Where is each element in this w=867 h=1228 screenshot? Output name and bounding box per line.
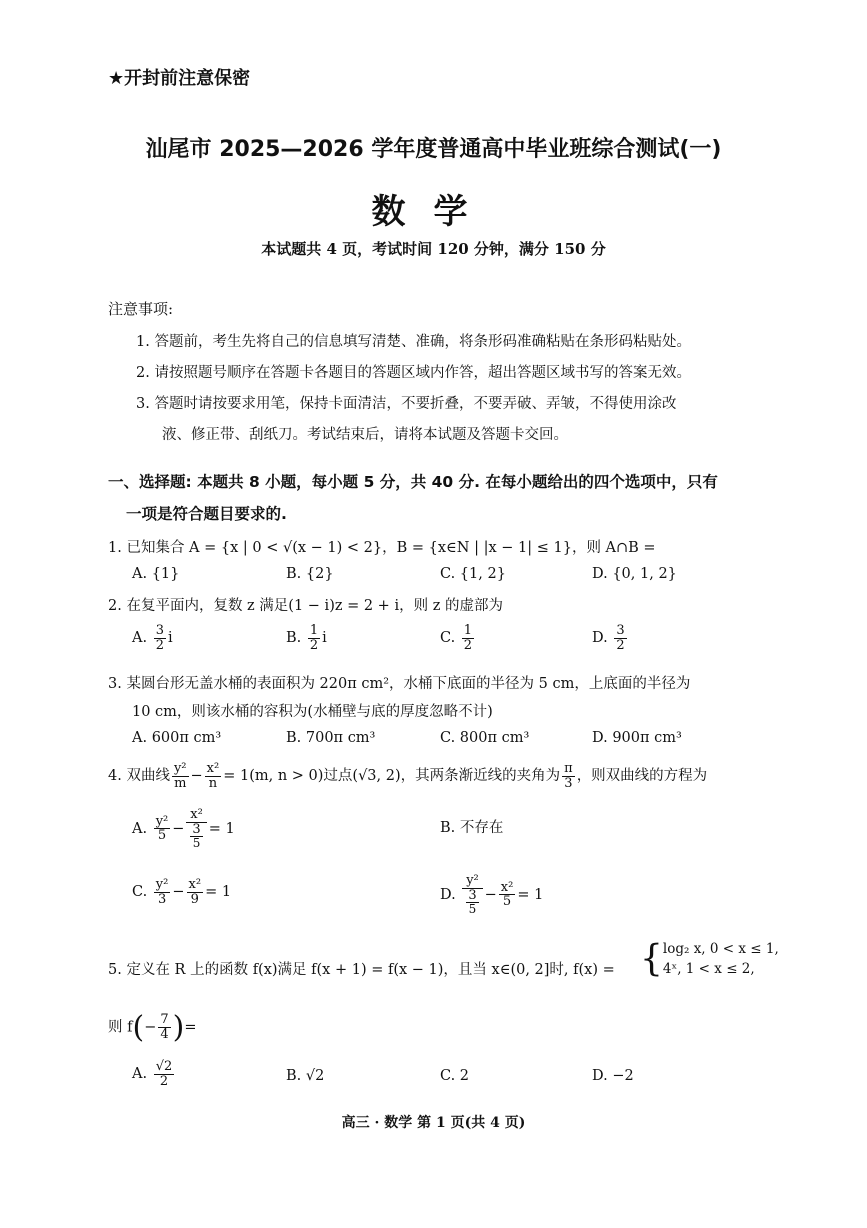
q5-ask-pre: 则 f — [108, 1019, 133, 1036]
exam-title: 汕尾市 2025—2026 学年度普通高中毕业班综合测试(一) — [145, 137, 722, 162]
q2-option-c-label: C. — [440, 630, 456, 647]
q4-f1-num: y² — [173, 761, 187, 776]
q4-d-label: D. — [440, 886, 456, 903]
piece-2: 4ˣ, 1 < x ≤ 2, — [662, 960, 755, 977]
q4-frac-2 — [205, 762, 222, 790]
q4-d-frac-1 — [462, 874, 482, 916]
q4-d-den1-den: 5 — [468, 902, 477, 917]
q4-option-d: D. $\frac{\text{y²}}{\frac{3}{5}}$ − $\frac{\text{x²}}{5}$ = 1 — [440, 873, 544, 917]
q4-pre: 4. 双曲线 — [108, 768, 170, 785]
q2-option-b-label: B. — [286, 630, 302, 647]
piecewise-brace: { — [640, 938, 663, 980]
q4-a-num1: y² — [155, 813, 169, 829]
q4-a-den2-den: 5 — [192, 836, 201, 851]
q1-option-d: D. {0, 1, 2} — [592, 566, 677, 582]
q4-a-den1: 5 — [157, 828, 167, 844]
q2-option-d-fraction — [614, 624, 626, 652]
q2-a-den: 2 — [155, 637, 164, 653]
q2-b-den: 2 — [309, 637, 319, 653]
q5-right-paren: ) — [172, 1010, 185, 1045]
notice-item-3-cont: 液、修正带、刮纸刀。考试结束后，请将本试题及答题卡交回。 — [162, 427, 568, 443]
q4-f2-den: n — [208, 775, 218, 791]
q5-option-a — [132, 1060, 176, 1088]
q1-option-c: C. {1, 2} — [440, 566, 506, 582]
q5-option-b: B. √2 — [286, 1068, 325, 1084]
q5-stem-text: 5. 定义在 R 上的函数 f(x)满足 f(x + 1) = f(x − 1)，且当 x∈(0, 2]时, f(x) = — [108, 962, 615, 978]
question-3-stem-line2: 10 cm，则该水桶的容积为(水桶壁与底的厚度忽略不计) — [132, 704, 493, 720]
q4-d-num1: y² — [462, 874, 482, 889]
q2-option-a-label: A. — [132, 630, 148, 647]
q2-d-den: 2 — [616, 637, 625, 653]
q4-f3-den: 3 — [564, 775, 573, 791]
q4-frac-1 — [172, 762, 189, 790]
q4-a-frac-1 — [154, 815, 171, 843]
q4-f2-num: x² — [206, 761, 220, 776]
question-4-stem — [108, 762, 707, 790]
q4-a-den2-frac — [190, 823, 202, 850]
q4-a-den2 — [186, 823, 206, 850]
section-heading: 一、选择题: 本题共 8 小题，每小题 5 分，共 40 分. 在每小题给出的四个选项中，只有 — [108, 473, 718, 491]
q4-c-den1: 3 — [157, 891, 167, 907]
q4-a-label: A. — [132, 820, 148, 837]
q5-ask-post: = — [184, 1019, 197, 1036]
q4-a-den2-num: 3 — [192, 821, 201, 837]
q2-b-num: 1 — [309, 623, 319, 638]
q4-c-frac-1 — [154, 878, 171, 906]
q5-ask-sign: − — [144, 1019, 157, 1036]
q2-b-suffix: i — [322, 630, 327, 647]
q4-d-eq: = 1 — [517, 886, 544, 903]
question-2-stem: 2. 在复平面内，复数 z 满足(1 − i)z = 2 + i，则 z 的虚部为 — [108, 598, 503, 614]
q2-option-a-fraction — [154, 624, 166, 652]
q4-post: ，则双曲线的方程为 — [576, 768, 708, 785]
q2-c-num: 1 — [463, 623, 473, 638]
notice-heading: 注意事项: — [108, 300, 174, 318]
q4-d-num2: x² — [500, 879, 514, 895]
piecewise-pieces — [663, 940, 779, 979]
q2-option-b-fraction — [308, 624, 320, 652]
q4-d-den1-num: 3 — [468, 887, 477, 903]
q5-left-paren: ( — [132, 1010, 145, 1045]
q4-a-frac-2 — [186, 808, 206, 850]
q4-d-den1 — [462, 889, 482, 916]
q4-d-den1-frac — [466, 889, 478, 916]
q2-option-d-label: D. — [592, 630, 608, 647]
piece-1: log₂ x, 0 < x ≤ 1, — [662, 941, 779, 957]
question-5-ask — [108, 1010, 197, 1045]
q5-a-den: 2 — [159, 1073, 169, 1089]
q4-option-c: C. $\frac{\text{y²}}{3}$ − $\frac{\text{x²}}{9}$ = 1 — [132, 877, 232, 907]
page-footer: 高三 · 数学 第 1 页(共 4 页) — [341, 1115, 526, 1131]
q4-a-num2: x² — [186, 808, 206, 823]
q5-a-num: √2 — [155, 1059, 173, 1074]
q5-a-frac — [154, 1060, 175, 1088]
q2-option-d — [592, 624, 629, 652]
q5-ask-den: 4 — [160, 1027, 169, 1042]
q4-d-den2: 5 — [502, 894, 512, 910]
q1-option-b: B. {2} — [286, 566, 334, 582]
notice-item-1: 1. 答题前，考生先将自己的信息填写清楚、准确，将条形码准确粘贴在条形码粘贴处。 — [136, 334, 691, 350]
q2-d-num: 3 — [616, 623, 625, 638]
q3-option-b: B. 700π cm³ — [286, 730, 376, 746]
q3-option-c: C. 800π cm³ — [440, 730, 530, 746]
q2-c-den: 2 — [463, 637, 473, 653]
q4-option-b: B. 不存在 — [440, 820, 504, 836]
question-5-stem — [108, 958, 615, 979]
q2-option-b — [286, 624, 327, 652]
q3-option-d: D. 900π cm³ — [592, 730, 682, 746]
notice-item-2: 2. 请按照题号顺序在答题卡各题目的答题区域内作答，超出答题区域书写的答案无效。 — [136, 365, 691, 381]
q4-a-eq: = 1 — [208, 820, 235, 837]
q2-option-c-fraction — [462, 624, 474, 652]
q2-option-a — [132, 624, 173, 652]
q5-a-label: A. — [132, 1066, 148, 1083]
q4-minus: − — [190, 768, 203, 785]
q3-option-a: A. 600π cm³ — [132, 730, 222, 746]
q2-a-suffix: i — [167, 630, 173, 647]
q5-option-d: D. −2 — [592, 1068, 634, 1084]
question-3-stem-line1: 3. 某圆台形无盖水桶的表面积为 220π cm²，水桶下底面的半径为 5 cm，上底面的半径为 — [108, 676, 691, 692]
q4-c-den2: 9 — [190, 891, 199, 907]
q5-ask-frac — [158, 1013, 170, 1041]
q4-c-num2: x² — [188, 877, 202, 892]
q1-option-a: A. {1} — [132, 566, 180, 582]
q4-d-frac-2 — [499, 881, 516, 909]
q5-option-c: C. 2 — [440, 1068, 470, 1084]
q2-option-c — [440, 624, 476, 652]
q4-mid: = 1(m, n > 0)过点(√3, 2)，其两条渐近线的夹角为 — [223, 768, 561, 785]
section-heading-cont: 一项是符合题目要求的. — [126, 505, 287, 523]
notice-item-3: 3. 答题时请按要求用笔，保持卡面清洁，不要折叠，不要弄破、弄皱，不得使用涂改 — [136, 396, 677, 412]
q4-c-frac-2 — [187, 878, 204, 906]
q5-piecewise — [640, 940, 779, 979]
q5-ask-num: 7 — [160, 1012, 169, 1028]
q2-a-num: 3 — [155, 623, 164, 638]
q4-c-num1: y² — [155, 877, 169, 892]
q4-f3-num: π — [564, 761, 573, 776]
subject-title: 数学 — [371, 192, 496, 232]
q4-c-label: C. — [132, 884, 148, 901]
exam-info: 本试题共 4 页，考试时间 120 分钟，满分 150 分 — [261, 240, 606, 258]
q4-f1-den: m — [174, 775, 187, 791]
confidential-notice: ★开封前注意保密 — [108, 68, 251, 89]
q4-frac-3 — [562, 762, 575, 790]
question-1-stem: 1. 已知集合 A = {x | 0 < √(x − 1) < 2}，B = {x∈N | |x − 1| ≤ 1}，则 A∩B = — [108, 540, 656, 556]
q4-c-eq: = 1 — [205, 884, 232, 901]
q4-option-a: A. $\frac{\text{y²}}{5}$ − $\frac{\text{x²}}{\frac{3}{5}}$ = 1 — [132, 807, 235, 851]
